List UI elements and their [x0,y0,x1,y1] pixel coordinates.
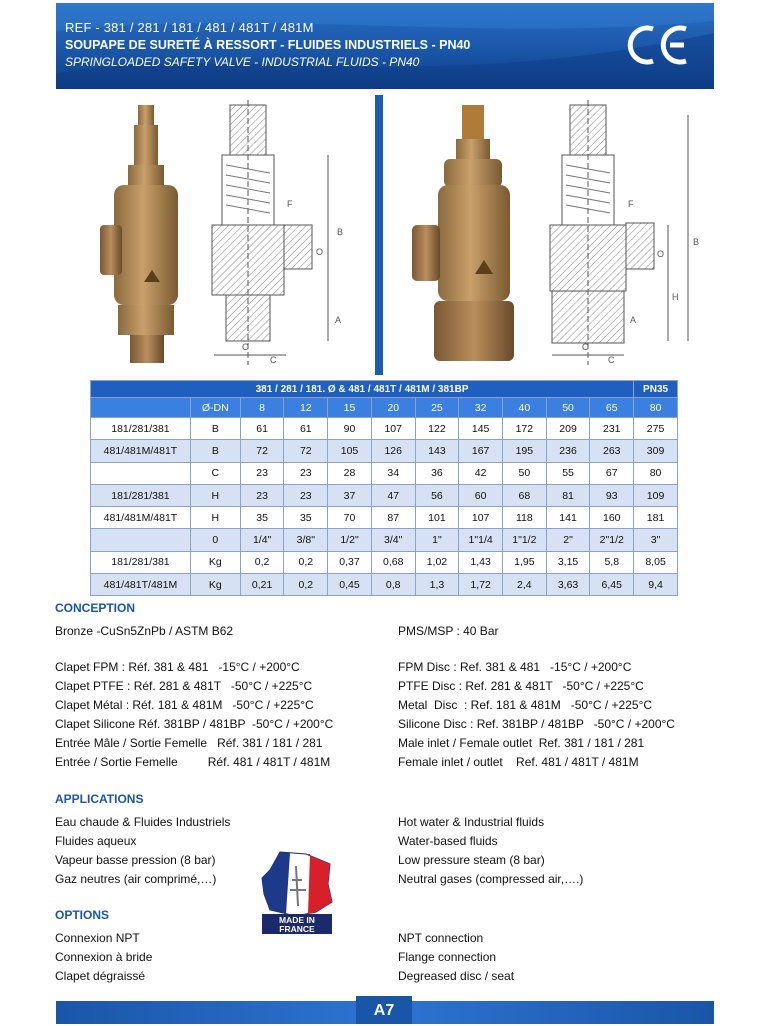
label-c: C [270,355,277,365]
label-f: F [287,199,293,209]
table-cell-value: 68 [502,484,546,506]
header-band [56,3,714,89]
table-cell-value: 37 [328,484,372,506]
table-cell-ref: 181/281/381 [91,418,191,440]
conception-item: Clapet PTFE : Réf. 281 & 481T -50°C / +225°C [55,679,313,693]
table-dn-value: 40 [502,398,546,418]
table-cell-value: 72 [240,440,284,462]
table-cell-value: 3" [634,529,678,551]
table-dn-value: 12 [284,398,328,418]
table-row [91,484,678,506]
table-cell-value: 1" [415,529,459,551]
applications-title: APPLICATIONS [55,792,144,806]
table-pn-label: PN35 [634,381,678,398]
table-row [91,551,678,573]
table-cell-value: 34 [371,462,415,484]
table-row [91,418,678,440]
table-dn-value: 15 [328,398,372,418]
conception-item-en: PTFE Disc : Ref. 281 & 481T -50°C / +225°C [398,679,644,693]
title-english: SPRINGLOADED SAFETY VALVE - INDUSTRIAL FLUIDS - PN40 [65,55,420,69]
table-cell-value: 0,68 [371,551,415,573]
table-cell-value: 107 [459,507,503,529]
table-cell-value: 2" [546,529,590,551]
application-item: Eau chaude & Fluides Industriels [55,815,231,829]
table-cell-value: 72 [284,440,328,462]
table-cell-value: 61 [240,418,284,440]
table-cell-ref: 181/281/381 [91,551,191,573]
table-row [91,462,678,484]
table-cell-value: 6,45 [590,574,634,596]
table-dn-value: 8 [240,398,284,418]
table-cell-dimension: B [190,418,240,440]
application-item-en: Water-based fluids [398,834,498,848]
conception-item: Entrée / Sortie Femelle Réf. 481 / 481T / 481M [55,755,331,769]
table-cell-value: 1/4" [240,529,284,551]
reference-line: REF - 381 / 281 / 181 / 481 / 481T / 481M [65,20,314,35]
label-o-bottom-2: O [582,342,590,352]
table-cell-value: 0,21 [240,574,284,596]
ce-mark-logo [626,23,692,67]
table-cell-dimension: 0 [190,529,240,551]
table-dn-label: Ø-DN [190,398,240,418]
table-cell-value: 23 [284,484,328,506]
table-cell-ref [91,529,191,551]
table-cell-dimension: H [190,484,240,506]
table-cell-value: 50 [502,462,546,484]
option-item: Connexion à bride [55,950,153,964]
table-cell-value: 122 [415,418,459,440]
application-item-en: Hot water & Industrial fluids [398,815,545,829]
table-cell-value: 209 [546,418,590,440]
table-cell-value: 1"1/2 [502,529,546,551]
product-figures [90,95,710,375]
label-b-2: B [693,237,700,247]
table-dn-value: 65 [590,398,634,418]
table-cell-value: 145 [459,418,503,440]
label-o: O [316,247,324,257]
table-cell-ref [91,462,191,484]
table-cell-value: 35 [240,507,284,529]
table-cell-value: 0,2 [284,551,328,573]
table-cell-value: 3,63 [546,574,590,596]
table-cell-value: 60 [459,484,503,506]
table-row [91,574,678,596]
table-cell-value: 107 [371,418,415,440]
table-group-header [91,381,678,398]
table-cell-value: 2,4 [502,574,546,596]
conception-item: Entrée Mâle / Sortie Femelle Réf. 381 / 181 / 281 [55,736,323,750]
table-cell-ref: 481/481M/481T [91,507,191,529]
table-dn-value: 50 [546,398,590,418]
table-row [91,529,678,551]
label-o-bottom: O [242,342,250,352]
table-cell-value: 90 [328,418,372,440]
table-cell-value: 109 [634,484,678,506]
table-cell-value: 56 [415,484,459,506]
table-cell-value: 105 [328,440,372,462]
table-cell-value: 172 [502,418,546,440]
options-title: OPTIONS [55,908,110,922]
table-cell-value: 0,37 [328,551,372,573]
application-item: Fluides aqueux [55,834,137,848]
valve-photo-male-inlet [100,105,178,363]
table-cell-value: 101 [415,507,459,529]
table-cell-value: 61 [284,418,328,440]
option-item-en: Flange connection [398,950,497,964]
table-body [91,418,678,596]
technical-drawing-1 [212,100,328,365]
table-cell-dimension: Kg [190,574,240,596]
table-cell-value: 181 [634,507,678,529]
table-cell-value: 1"1/4 [459,529,503,551]
table-dn-row [91,398,678,418]
table-cell-value: 1,3 [415,574,459,596]
label-h: H [672,292,679,302]
label-a-2: A [630,315,637,325]
table-cell-value: 23 [240,484,284,506]
conception-item: Clapet Silicone Réf. 381BP / 481BP -50°C / +200°C [55,717,334,731]
label-b: B [337,227,344,237]
table-cell-dimension: H [190,507,240,529]
table-dn-value: 20 [371,398,415,418]
conception-item-en: Metal Disc : Ref. 181 & 481M -50°C / +225°C [398,698,653,712]
table-cell-value: 0,2 [240,551,284,573]
table-cell-value: 118 [502,507,546,529]
label-c-2: C [608,355,615,365]
table-cell-value: 167 [459,440,503,462]
table-cell-value: 35 [284,507,328,529]
table-cell-value: 55 [546,462,590,484]
table-cell-value: 42 [459,462,503,484]
table-cell-value: 8,05 [634,551,678,573]
table-cell-value: 87 [371,507,415,529]
table-cell-value: 67 [590,462,634,484]
label-a: A [335,315,342,325]
conception-item-en: Male inlet / Female outlet Ref. 381 / 181 / 281 [398,736,645,750]
table-cell-value: 28 [328,462,372,484]
table-cell-dimension: B [190,440,240,462]
table-cell-value: 231 [590,418,634,440]
page-number: A7 [356,996,412,1024]
figure-divider [375,95,383,375]
title-french: SOUPAPE DE SURETÉ À RESSORT - FLUIDES INDUSTRIELS - PN40 [65,38,471,52]
table-cell-value: 23 [240,462,284,484]
table-cell-value: 1/2" [328,529,372,551]
table-cell-value: 9,4 [634,574,678,596]
label-f-2: F [628,199,634,209]
table-cell-value: 126 [371,440,415,462]
table-row [91,507,678,529]
table-cell-dimension: Kg [190,551,240,573]
conception-item-en: Female inlet / outlet Ref. 481 / 481T / 481M [398,755,639,769]
table-ref-header [91,398,191,418]
option-item: Connexion NPT [55,931,140,945]
conception-item-en: FPM Disc : Ref. 381 & 481 -15°C / +200°C [398,660,632,674]
table-cell-value: 36 [415,462,459,484]
france-text: FRANCE [279,924,315,934]
table-cell-value: 1,95 [502,551,546,573]
table-cell-value: 93 [590,484,634,506]
conception-pms: PMS/MSP : 40 Bar [398,624,499,638]
table-cell-value: 1,02 [415,551,459,573]
table-cell-value: 81 [546,484,590,506]
table-cell-ref: 481/481T/481M [91,574,191,596]
table-row [91,440,678,462]
table-cell-value: 3,15 [546,551,590,573]
conception-item: Clapet Métal : Réf. 181 & 481M -50°C / +225°C [55,698,314,712]
table-cell-value: 1,43 [459,551,503,573]
table-cell-value: 143 [415,440,459,462]
table-cell-value: 2"1/2 [590,529,634,551]
table-cell-value: 1,72 [459,574,503,596]
conception-material: Bronze -CuSn5ZnPb / ASTM B62 [55,624,234,638]
label-o-2: O [657,249,665,259]
table-cell-value: 309 [634,440,678,462]
option-item: Clapet dégraissé [55,969,146,983]
table-cell-value: 195 [502,440,546,462]
conception-item: Clapet FPM : Réf. 381 & 481 -15°C / +200°C [55,660,300,674]
table-dn-value: 80 [634,398,678,418]
table-cell-ref: 181/281/381 [91,484,191,506]
dimensions-table [90,380,678,596]
table-cell-value: 0,2 [284,574,328,596]
conception-title: CONCEPTION [55,601,136,615]
table-cell-value: 23 [284,462,328,484]
table-cell-value: 141 [546,507,590,529]
made-in-france-logo [260,850,334,936]
table-dn-value: 32 [459,398,503,418]
application-item-en: Low pressure steam (8 bar) [398,853,545,867]
table-cell-value: 70 [328,507,372,529]
application-item: Vapeur basse pression (8 bar) [55,853,216,867]
table-cell-value: 80 [634,462,678,484]
table-cell-value: 47 [371,484,415,506]
table-cell-value: 3/4" [371,529,415,551]
table-cell-dimension: C [190,462,240,484]
option-item-en: NPT connection [398,931,484,945]
table-cell-value: 0,45 [328,574,372,596]
option-item-en: Degreased disc / seat [398,969,515,983]
conception-item-en: Silicone Disc : Ref. 381BP / 481BP -50°C / +200°C [398,717,675,731]
made-in-text: MADE IN [279,915,315,925]
table-cell-value: 263 [590,440,634,462]
table-cell-ref: 481/481M/481T [91,440,191,462]
table-cell-value: 236 [546,440,590,462]
table-cell-value: 0,8 [371,574,415,596]
technical-drawing-2 [550,100,688,365]
valve-photo-female-inlet [412,105,514,361]
application-item-en: Neutral gases (compressed air,….) [398,872,584,886]
table-cell-value: 5,8 [590,551,634,573]
table-group-title: 381 / 281 / 181. Ø & 481 / 481T / 481M / 381BP [91,381,634,398]
table-dn-value: 25 [415,398,459,418]
application-item: Gaz neutres (air comprimé,…) [55,872,217,886]
table-cell-value: 3/8" [284,529,328,551]
table-cell-value: 275 [634,418,678,440]
table-cell-value: 160 [590,507,634,529]
